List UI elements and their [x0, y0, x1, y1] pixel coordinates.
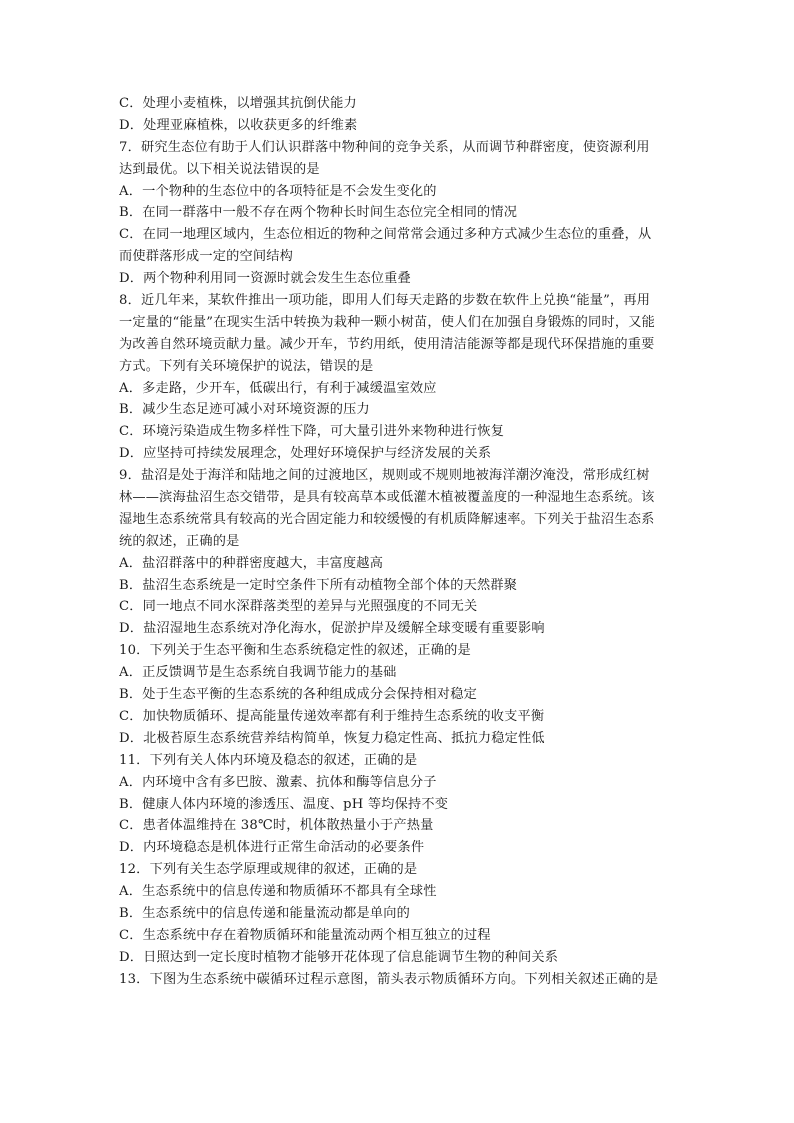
text-line: A．正反馈调节是生态系统自我调节能力的基础 — [119, 665, 397, 681]
text-line: D．北极苔原生态系统营养结构简单，恢复力稳定性高、抵抗力稳定性低 — [119, 730, 545, 746]
text-line: 9．盐沼是处于海洋和陆地之间的过渡地区，规则或不规则地被海洋潮汐淹没，常形成红树 — [119, 468, 650, 484]
text-line: A．多走路，少开车，低碳出行，有利于减缓温室效应 — [119, 380, 437, 396]
text-line: B．在同一群落中一般不存在两个物种长时间生态位完全相同的情况 — [119, 205, 518, 221]
text-line: 13．下图为生态系统中碳循环过程示意图，箭头表示物质循环方向。下列相关叙述正确的是 — [119, 971, 659, 987]
question-text-block — [119, 93, 681, 991]
text-line: A．内环境中含有多巴胺、激素、抗体和酶等信息分子 — [119, 774, 437, 790]
text-line: 11．下列有关人体内环境及稳态的叙述，正确的是 — [119, 752, 418, 768]
text-line: A．一个物种的生态位中的各项特征是不会发生变化的 — [119, 183, 437, 199]
text-line: D．盐沼湿地生态系统对净化海水，促淤护岸及缓解全球变暖有重要影响 — [119, 621, 545, 637]
text-line: D．处理亚麻植株，以收获更多的纤维素 — [119, 117, 358, 133]
text-line: C．处理小麦植株，以增强其抗倒伏能力 — [119, 96, 357, 111]
text-line: D．日照达到一定长度时植物才能够开花体现了信息能调节生物的种间关系 — [119, 949, 559, 965]
text-line: D．内环境稳态是机体进行正常生命活动的必要条件 — [119, 840, 425, 856]
text-line: 达到最优。以下相关说法错误的是 — [119, 161, 320, 177]
text-line: D．两个物种利用同一资源时就会发生生态位重叠 — [119, 271, 411, 287]
text-line: C．患者体温维持在 38℃时，机体散热量小于产热量 — [119, 818, 434, 834]
text-line: 统的叙述，正确的是 — [119, 533, 240, 549]
text-line: 7．研究生态位有助于人们认识群落中物种间的竞争关系，从而调节种群密度，使资源利用 — [119, 139, 650, 155]
text-line: 8．近几年来，某软件推出一项功能，即用人们每天走路的步数在软件上兑换“能量”，再用 — [119, 293, 651, 309]
text-line: 林——滨海盐沼生态交错带，是具有较高草本或低灌木植被覆盖度的一种湿地生态系统。该 — [119, 490, 655, 506]
text-line: A．生态系统中的信息传递和物质循环不都具有全球性 — [119, 884, 437, 900]
text-line: C．生态系统中存在着物质循环和能量流动两个相互独立的过程 — [119, 927, 491, 943]
text-line: 一定量的“能量”在现实生活中转换为栽种一颗小树苗，使人们在加强自身锻炼的同时，又能 — [119, 314, 655, 330]
text-line: B．处于生态平衡的生态系统的各种组成成分会保持相对稳定 — [119, 687, 477, 703]
text-line: C．环境污染造成生物多样性下降，可大量引进外来物种进行恢复 — [119, 424, 505, 440]
text-line: 为改善自然环境贡献力量。减少开车，节约用纸，使用清洁能源等都是现代环保措施的重要 — [119, 336, 655, 352]
text-line: 湿地生态系统常具有较高的光合固定能力和较缓慢的有机质降解速率。下列关于盐沼生态系 — [119, 511, 655, 527]
text-line: C．在同一地理区域内，生态位相近的物种之间常常会通过多种方式减少生态位的重叠，从 — [119, 227, 652, 243]
text-line: 12．下列有关生态学原理或规律的叙述，正确的是 — [119, 862, 418, 878]
text-line: D．应坚持可持续发展理念，处理好环境保护与经济发展的关系 — [119, 446, 492, 462]
text-line: B．健康人体内环境的渗透压、温度、pH 等均保持不变 — [119, 796, 449, 812]
text-line: 10．下列关于生态平衡和生态系统稳定性的叙述，正确的是 — [119, 643, 471, 659]
text-line: A．盐沼群落中的种群密度越大，丰富度越高 — [119, 555, 384, 571]
text-line: C．加快物质循环、提高能量传递效率都有利于维持生态系统的收支平衡 — [119, 708, 545, 724]
text-line: B．盐沼生态系统是一定时空条件下所有动植物全部个体的天然群聚 — [119, 577, 518, 593]
text-line: C．同一地点不同水深群落类型的差异与光照强度的不同无关 — [119, 599, 478, 615]
text-line: 方式。下列有关环境保护的说法，错误的是 — [119, 358, 374, 374]
text-line: B．减少生态足迹可减小对环境资源的压力 — [119, 402, 370, 418]
text-line: B．生态系统中的信息传递和能量流动都是单向的 — [119, 905, 411, 921]
text-line: 而使群落形成一定的空间结构 — [119, 249, 294, 265]
